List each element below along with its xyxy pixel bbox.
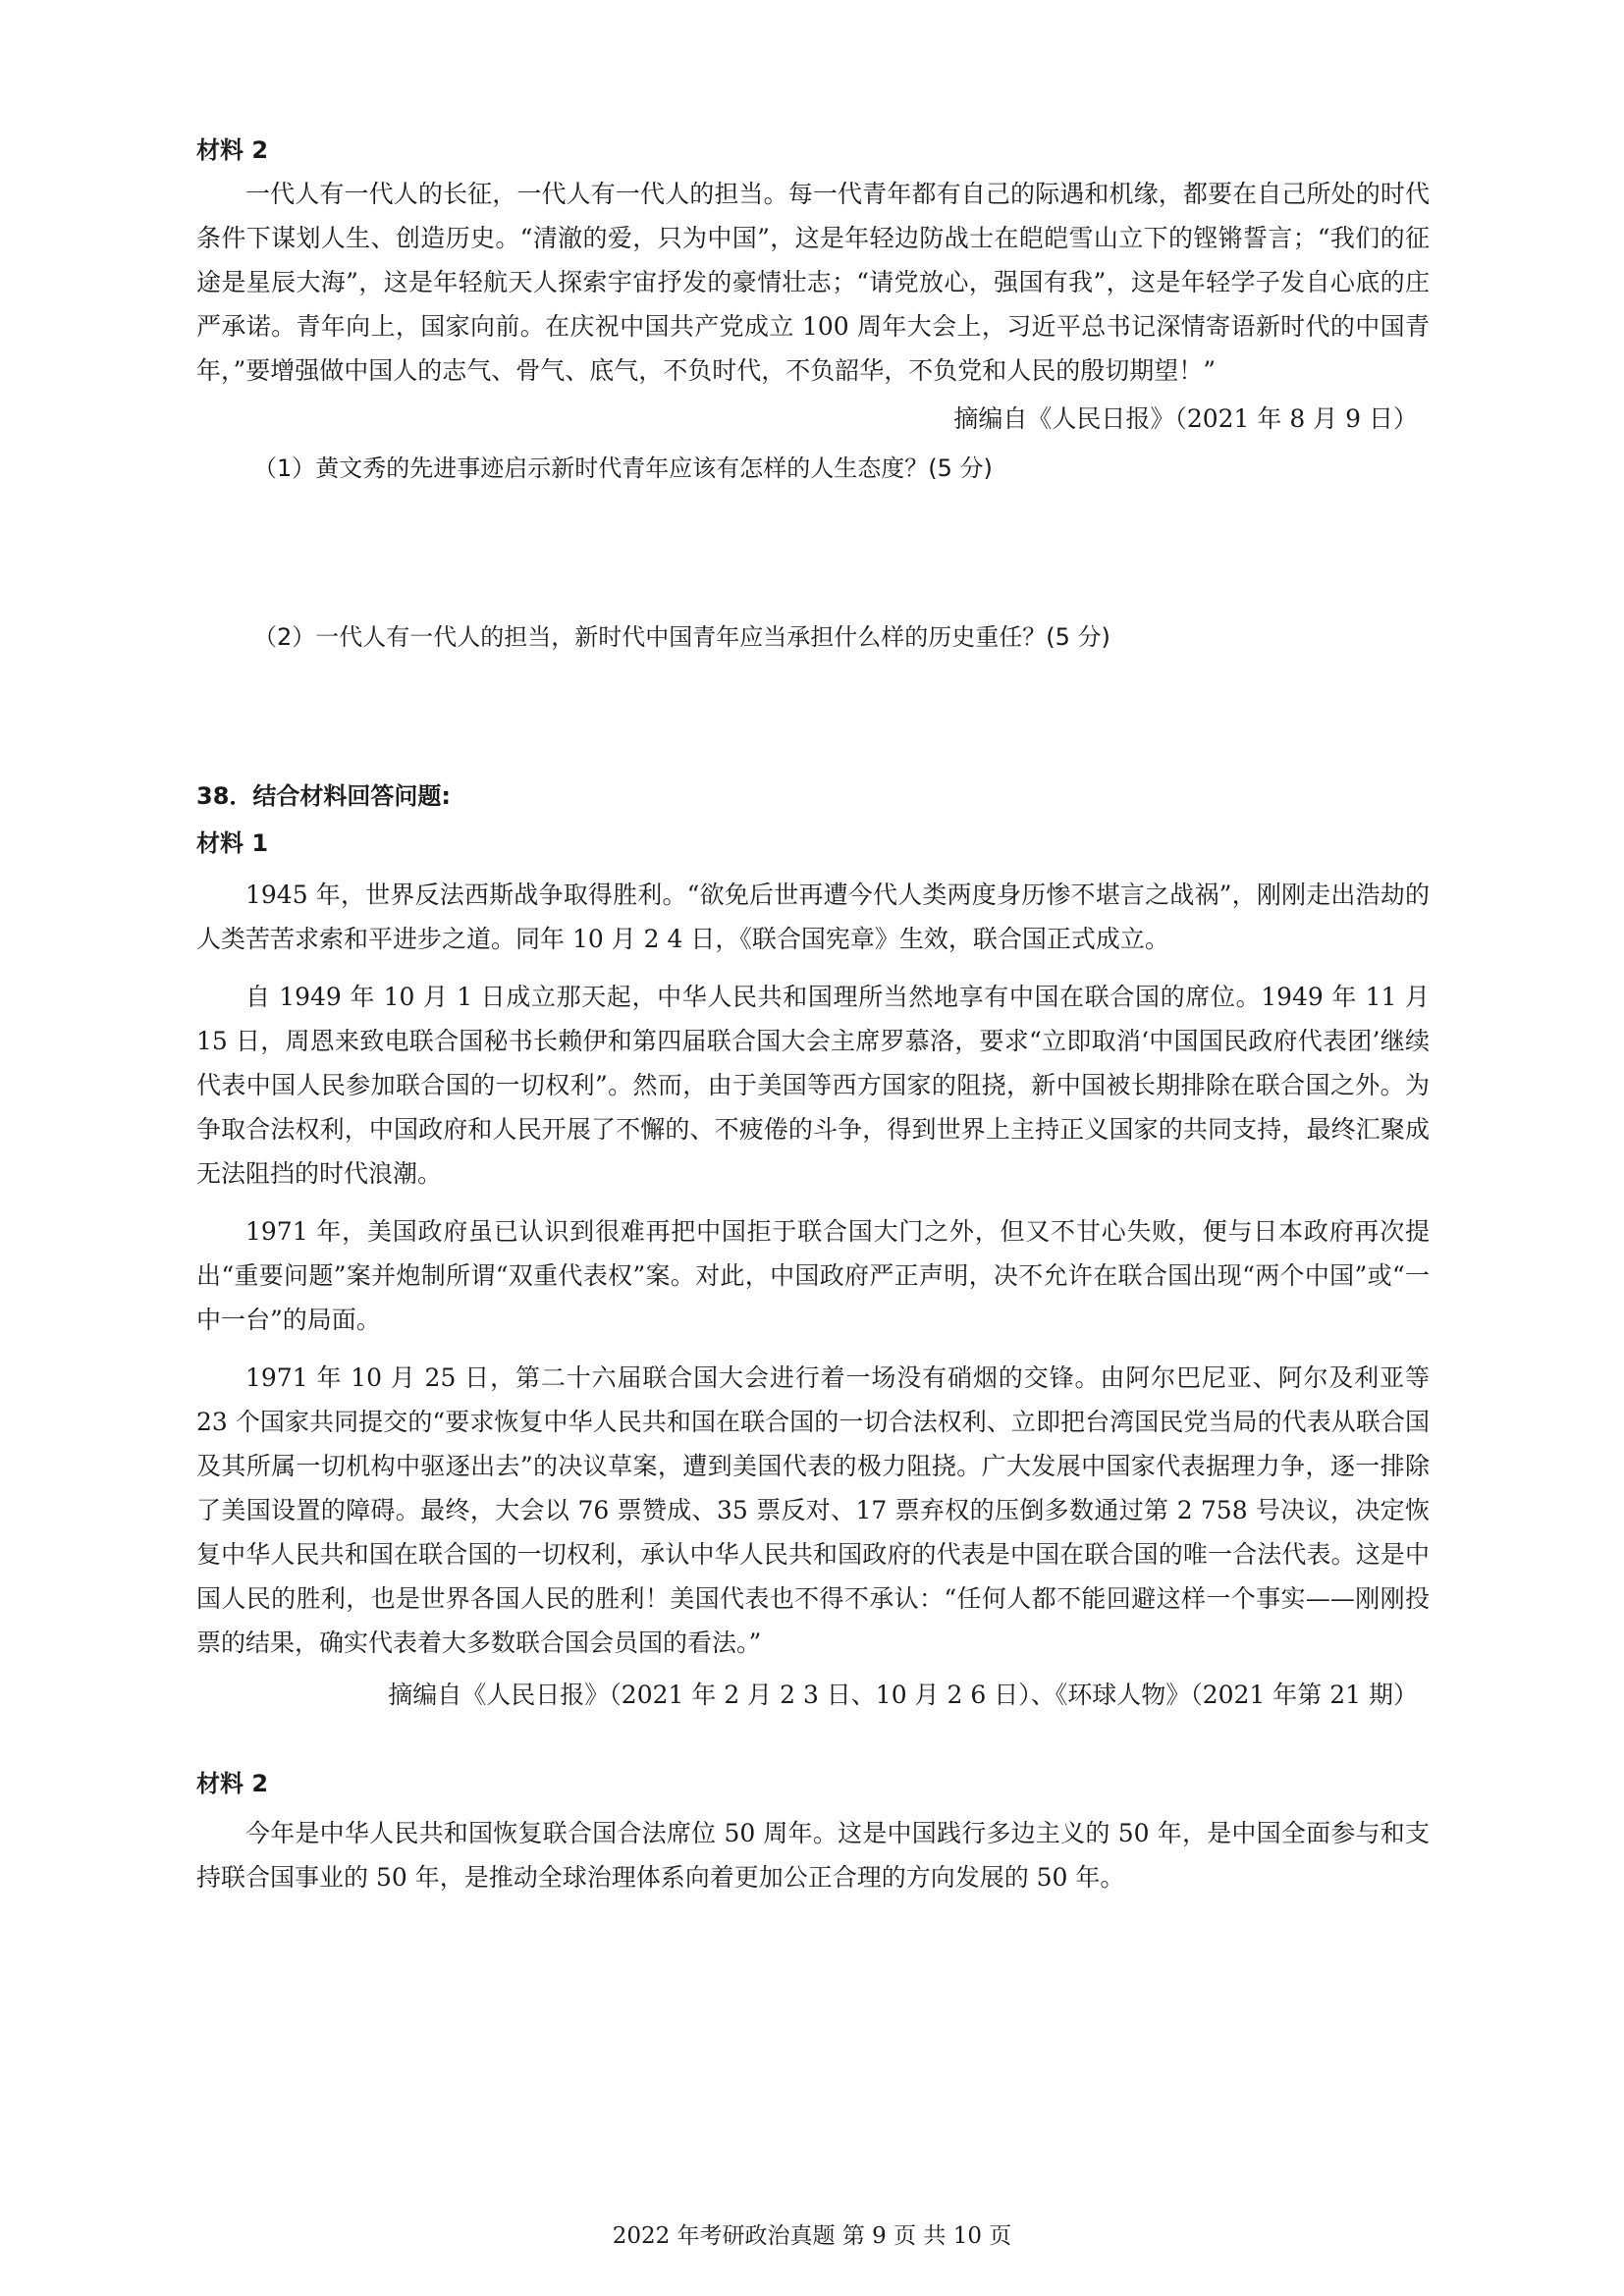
material-2-paragraph: 一代人有一代人的长征，一代人有一代人的担当。每一代青年都有自己的际遇和机缘，都要在自己所处的时代条件下谋划人生、创造历史。“清澈的爱，只为中国”，这是年轻边防战士在皑皑雪山立下的铿锵誓言；“我们的征途是星辰大海”，这是年轻航天人探索宇宙抒发的豪情壮志；“请党放心，强国有我”，这是年轻学子发自心底的庄严承诺。青年向上，国家向前。在庆祝中国共产党成立 100 周年大会上，习近平总书记深情寄语新时代的中国青年，”要增强做中国人的志气、骨气、底气，不负时代，不负韶华，不负党和人民的殷切期望！” (196, 180, 1430, 385)
exam-page (196, 133, 1430, 1899)
question-38-title: 38．结合材料回答问题: (196, 782, 451, 810)
material-2-label: 材料 2 (196, 136, 269, 164)
material-1-label: 材料 1 (196, 829, 269, 857)
material-2-paragraph-q38: 今年是中华人民共和国恢复联合国合法席位 50 周年。这是中国践行多边主义的 50 年，是中国全面参与和支持联合国事业的 50 年，是推动全球治理体系向着更加公正合理的方向发展的 50 年。 (196, 1819, 1430, 1892)
material-2-source: 摘编自《人民日报》（2021 年 8 月 9 日） (953, 404, 1418, 433)
material-1-paragraph: 1971 年 10 月 25 日，第二十六届联合国大会进行着一场没有硝烟的交锋。由阿尔巴尼亚、阿尔及利亚等 23 个国家共同提交的“要求恢复中华人民共和国在联合国的一切合法权利、立即把台湾国民党当局的代表从联合国及其所属一切机构中驱逐出去”的决议草案，遭到美国代表的极力阻挠。广大发展中国家代表据理力争，逐一排除了美国设置的障碍。最终，大会以 76 票赞成、35 票反对、17 票弃权的压倒多数通过第 2 758 号决议，决定恢复中华人民共和国在联合国的一切权利，承认中华人民共和国政府的代表是中国在联合国的唯一合法代表。这是中国人民的胜利，也是世界各国人民的胜利！美国代表也不得不承认：“任何人都不能回避这样一个事实——刚刚投票的结果，确实代表着大多数联合国会员国的看法。” (196, 1363, 1430, 1657)
material-2-label-q38: 材料 2 (196, 1770, 269, 1797)
question-1: （1）黄文秀的先进事迹启示新时代青年应该有怎样的人生态度？(5 分) (253, 454, 993, 482)
material-1-source: 摘编自《人民日报》（2021 年 2 月 2 3 日、10 月 2 6 日）、《环球人物》（2021 年第 21 期） (388, 1681, 1418, 1709)
question-2: （2）一代人有一代人的担当，新时代中国青年应当承担什么样的历史重任？(5 分) (253, 623, 1110, 651)
material-1-paragraph: 1945 年，世界反法西斯战争取得胜利。“欲免后世再遭今代人类两度身历惨不堪言之战祸”，刚刚走出浩劫的人类苦苦求索和平进步之道。同年 10 月 2 4 日，《联合国宪章》生效，联合国正式成立。 (196, 881, 1430, 953)
page-footer: 2022 年考研政治真题 第 9 页 共 10 页 (612, 2223, 1012, 2249)
material-1-paragraph: 1971 年，美国政府虽已认识到很难再把中国拒于联合国大门之外，但又不甘心失败，便与日本政府再次提出“重要问题”案并炮制所谓“双重代表权”案。对此，中国政府严正声明，决不允许在联合国出现“两个中国”或“一中一台”的局面。 (196, 1217, 1430, 1334)
material-1-paragraph: 自 1949 年 10 月 1 日成立那天起，中华人民共和国理所当然地享有中国在联合国的席位。1949 年 11 月 15 日，周恩来致电联合国秘书长赖伊和第四届联合国大会主席罗慕洛，要求“立即取消‘中国国民政府代表团’继续代表中国人民参加联合国的一切权利”。然而，由于美国等西方国家的阻挠，新中国被长期排除在联合国之外。为争取合法权利，中国政府和人民开展了不懈的、不疲倦的斗争，得到世界上主持正义国家的共同支持，最终汇聚成无法阻挡的时代浪潮。 (196, 983, 1430, 1188)
